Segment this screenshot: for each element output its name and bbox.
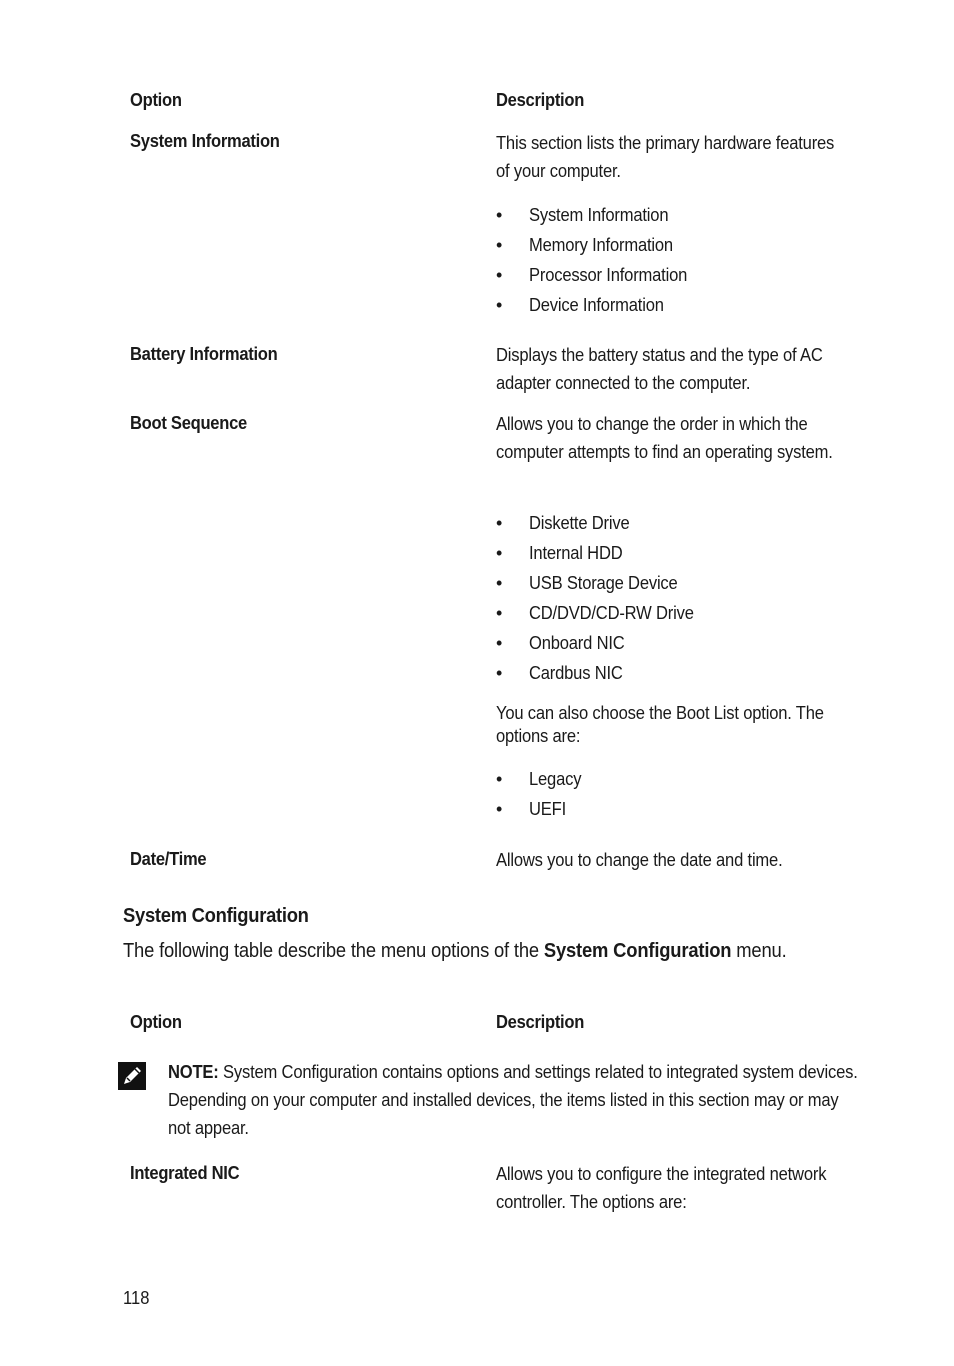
bullet-list-boot-devices [496,508,708,688]
option-date-time: Date/Time [130,849,207,869]
option-system-information: System Information [130,131,280,151]
list-item: • Cardbus NIC [496,663,623,683]
list-item: • USB Storage Device [496,573,678,593]
list-item: • Device Information [496,295,664,315]
list-item: • Processor Information [496,265,688,285]
list-item: • Onboard NIC [496,633,625,653]
list-item: • CD/DVD/CD-RW Drive [496,603,694,623]
page-number: 118 [123,1288,150,1308]
option-integrated-nic: Integrated NIC [130,1163,240,1183]
description-integrated-nic: Allows you to configure the integrated network controller. The options are: [496,1164,827,1212]
note-pencil-icon [118,1062,146,1090]
list-item: • UEFI [496,799,566,819]
list-item: • Legacy [496,769,582,789]
description-battery-information: Displays the battery status and the type of AC adapter connected to the computer. [496,345,823,393]
description-boot-sequence: Allows you to change the order in which the computer attempts to find an operating system. [496,414,833,462]
bullet-list-system-information [496,200,701,320]
description-system-information: This section lists the primary hardware features of your computer. [496,133,835,181]
option-boot-sequence: Boot Sequence [130,413,247,433]
bullet-list-boot-list [496,764,586,824]
table-header-option: Option [130,90,182,110]
section-intro: The following table describe the menu options of the System Configuration menu. [123,940,787,962]
list-item: • Diskette Drive [496,513,630,533]
option-battery-information: Battery Information [130,344,278,364]
list-item: • Internal HDD [496,543,623,563]
description-date-time: Allows you to change the date and time. [496,850,783,870]
list-item: • System Information [496,205,669,225]
table-header-description: Description [496,90,585,110]
note-text: NOTE: System Configuration contains options and settings related to integrated system devices. Depending on your computer and installed devices, the items listed in this section may or may not appear. [168,1062,858,1138]
table2-header-option: Option [130,1012,182,1032]
boot-list-note: You can also choose the Boot List option. The options are: [496,703,824,746]
section-title: System Configuration [123,905,309,927]
table2-header-description: Description [496,1012,585,1032]
list-item: • Memory Information [496,235,673,255]
